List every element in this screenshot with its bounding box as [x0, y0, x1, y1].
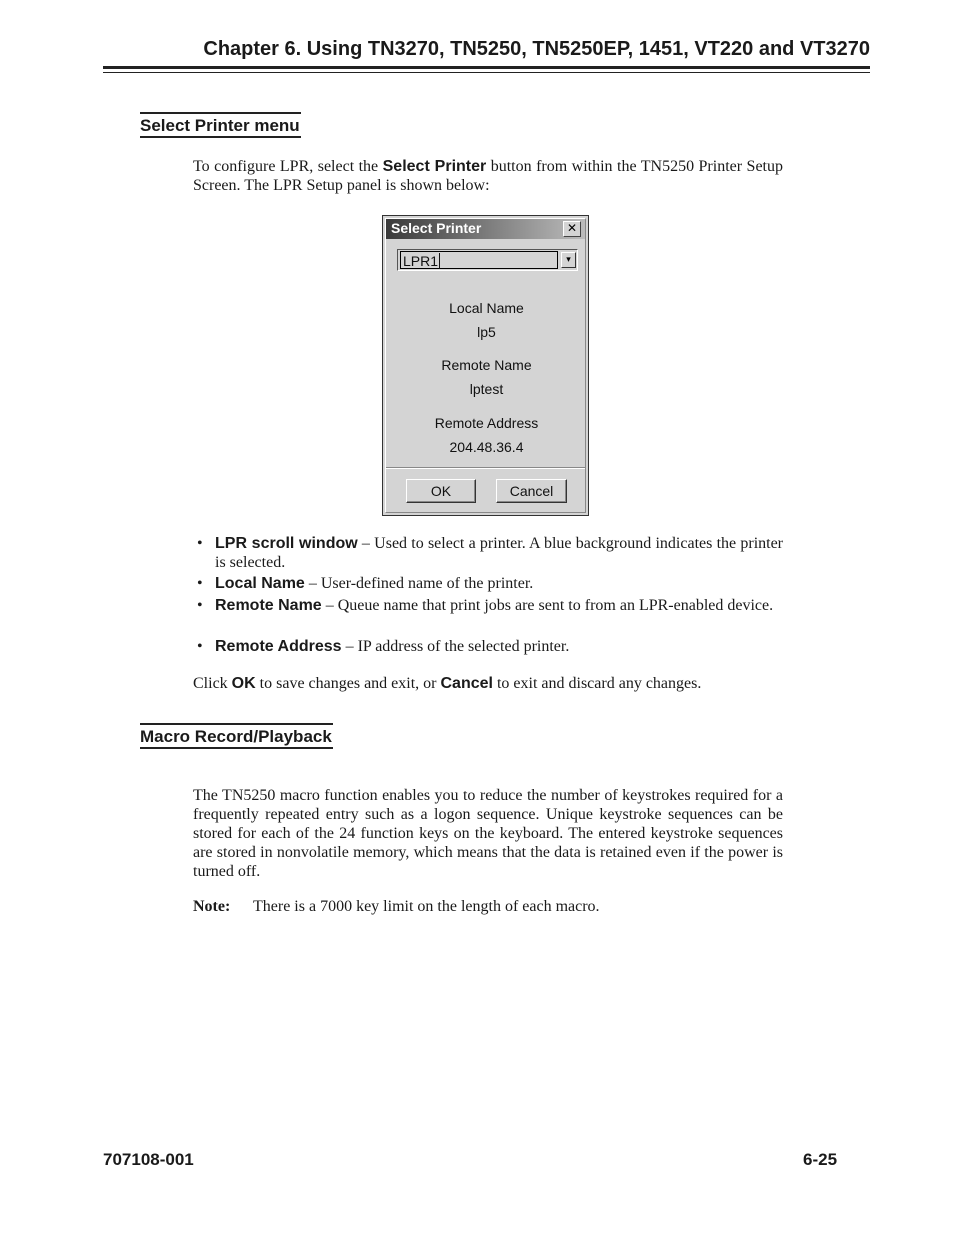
bullet-item: [215, 596, 783, 615]
remote-address-value: 204.48.36.4: [449, 439, 524, 455]
section-heading-macro: Macro Record/Playback: [140, 723, 333, 749]
note-label: Note:: [193, 898, 231, 915]
intro-text-rest: button from within the TN5250 Printer Setup Screen. The LPR Setup panel is shown below:: [193, 158, 783, 194]
note-text: There is a 7000 key limit on the length of each macro.: [253, 898, 600, 915]
doc-number: 707108-001: [103, 1150, 194, 1169]
chapter-title: Chapter 6. Using TN3270, TN5250, TN5250EP, 1451, VT220 and VT3270: [203, 38, 870, 60]
header-rule: [103, 66, 870, 69]
bullet-term: Remote Name: [215, 597, 322, 614]
bullet-marker: •: [197, 535, 203, 552]
remote-address-label: Remote Address: [434, 415, 539, 431]
macro-paragraph: The TN5250 macro function enables you to reduce the number of keystrokes required for a frequently repeated entry such as a logon sequence. Unique keystroke sequences can be stored for each of the 24 function keys on the keyboard. The entered keystroke sequences are stored in nonvolatile memory, which means that the data is retained even if the power is turned off.: [193, 787, 783, 880]
bullet-term: Remote Address: [215, 638, 342, 655]
bullet-term: Local Name: [215, 575, 305, 592]
bullet-item: [215, 574, 783, 593]
header-rule-thin: [103, 72, 870, 73]
cancel-term: Cancel: [440, 675, 493, 692]
bullet-marker: •: [197, 597, 203, 614]
bullet-item: [215, 534, 783, 572]
local-name-label: Local Name: [449, 300, 524, 316]
bullet-desc: – Queue name that print jobs are sent to from an LPR-enabled device.: [321, 597, 774, 614]
dialog-divider-highlight: [386, 468, 585, 469]
printer-select[interactable]: [397, 249, 578, 271]
intro-paragraph: [193, 157, 783, 195]
close-icon[interactable]: ✕: [563, 221, 581, 237]
ok-button[interactable]: OK: [406, 479, 476, 503]
section-heading-select-printer: Select Printer menu: [140, 112, 301, 138]
bullet-desc: – User-defined name of the printer.: [304, 575, 534, 592]
printer-select-value[interactable]: LPR1: [400, 251, 558, 269]
bullet-marker: •: [197, 638, 203, 655]
intro-text: To configure LPR, select the: [193, 158, 383, 175]
chevron-down-icon[interactable]: ▾: [561, 252, 576, 268]
bullet-desc: – Used to select a printer. A blue background indicates the printer is selected.: [215, 535, 784, 571]
remote-name-value: lptest: [469, 381, 504, 397]
dialog-title: Select Printer: [391, 220, 482, 236]
select-printer-dialog: [382, 215, 589, 516]
remote-name-label: Remote Name: [441, 357, 532, 373]
cancel-button[interactable]: Cancel: [496, 479, 567, 503]
dialog-titlebar[interactable]: [386, 219, 585, 239]
bullet-term: LPR scroll window: [215, 535, 358, 552]
ok-term: OK: [231, 675, 256, 692]
intro-bold-term: Select Printer: [382, 158, 487, 175]
click-instructions: Click OK to save changes and exit, or Cancel to exit and discard any changes.: [193, 675, 702, 692]
local-name-value: lp5: [477, 324, 496, 340]
bullet-marker: •: [197, 575, 203, 592]
bullet-item: [215, 637, 783, 656]
page-number: 6-25: [803, 1150, 838, 1169]
bullet-desc: – IP address of the selected printer.: [341, 638, 570, 655]
